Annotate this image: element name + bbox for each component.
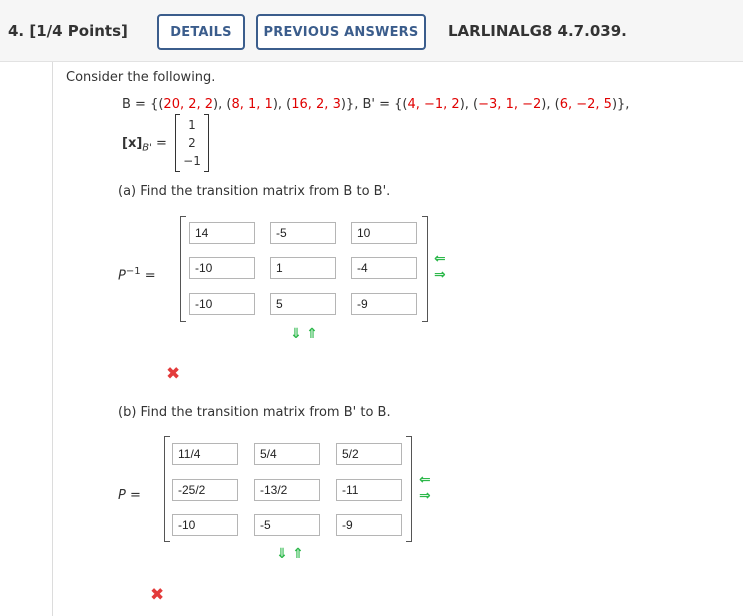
basis-b-vector-1: 20, 2, 2 <box>163 97 214 112</box>
matrix-a-cell-r3c2[interactable]: 5 <box>270 293 336 315</box>
matrix-b-cell-r3c2[interactable]: -5 <box>254 514 320 536</box>
matrix-a-cell-r3c1[interactable]: -10 <box>189 293 255 315</box>
matrix-b-cell-r1c1[interactable]: 11/4 <box>172 443 238 465</box>
p-label: P <box>118 268 126 284</box>
p-equals: = <box>140 268 156 284</box>
p-superscript: −1 <box>125 266 141 277</box>
separator: ), ( <box>272 97 292 112</box>
vector-entry: 1 <box>188 118 196 132</box>
matrix-b-cell-r1c3[interactable]: 5/2 <box>336 443 402 465</box>
separator: ), ( <box>213 97 232 112</box>
coordinate-vector-label <box>122 136 167 154</box>
remove-column-left-arrow-icon[interactable]: ⇐ <box>434 251 446 267</box>
matrix-a-bracket-left <box>180 216 186 322</box>
basis-b-label: B = {( <box>122 97 164 112</box>
separator: ), ( <box>459 97 479 112</box>
matrix-b-cell-r2c3[interactable]: -11 <box>336 479 402 501</box>
matrix-a-cell-r2c3[interactable]: -4 <box>351 257 417 279</box>
basis-b-vector-3: 16, 2, 3 <box>291 97 341 112</box>
p-label-b <box>118 488 141 503</box>
add-column-right-arrow-icon[interactable]: ⇒ <box>419 488 431 504</box>
vector-entry: −1 <box>183 154 201 168</box>
remove-row-up-arrow-icon[interactable]: ⇑ <box>306 326 318 342</box>
add-row-down-arrow-icon[interactable]: ⇓ <box>276 546 288 562</box>
coordinate-vector <box>175 114 209 172</box>
part-b-prompt: (b) Find the transition matrix from B' to B. <box>118 405 391 420</box>
part-a-prompt: (a) Find the transition matrix from B to B'. <box>118 184 391 199</box>
p-label: P = <box>118 488 141 503</box>
matrix-b-cell-r2c1[interactable]: -25/2 <box>172 479 238 501</box>
remove-column-left-arrow-icon[interactable]: ⇐ <box>419 472 431 488</box>
matrix-a-bracket-right <box>422 216 428 322</box>
basis-bprime-vector-1: 4, −1, 2 <box>407 97 460 112</box>
remove-row-up-arrow-icon[interactable]: ⇑ <box>292 546 304 562</box>
basis-bprime-vector-3: 6, −2, 5 <box>559 97 612 112</box>
incorrect-x-icon: ✖ <box>166 364 181 384</box>
add-column-right-arrow-icon[interactable]: ⇒ <box>434 267 446 283</box>
matrix-b-cell-r3c3[interactable]: -9 <box>336 514 402 536</box>
basis-bprime-label: )}, B' = {( <box>340 97 408 112</box>
x-equals: = <box>151 136 167 151</box>
question-label: 4. [1/4 Points] <box>8 22 128 40</box>
separator: )}, <box>611 97 630 112</box>
matrix-a-cell-r2c1[interactable]: -10 <box>189 257 255 279</box>
vector-entry: 2 <box>188 136 196 150</box>
intro-text: Consider the following. <box>66 70 216 85</box>
matrix-a-cell-r1c1[interactable]: 14 <box>189 222 255 244</box>
matrix-b-cell-r1c2[interactable]: 5/4 <box>254 443 320 465</box>
matrix-b-bracket-right <box>406 436 412 542</box>
matrix-a-cell-r2c2[interactable]: 1 <box>270 257 336 279</box>
question-header <box>0 0 743 62</box>
matrix-b-cell-r2c2[interactable]: -13/2 <box>254 479 320 501</box>
basis-bprime-vector-2: −3, 1, −2 <box>478 97 542 112</box>
matrix-a-cell-r1c3[interactable]: 10 <box>351 222 417 244</box>
x-subscript: B' <box>142 142 152 154</box>
x-label: [x] <box>122 136 143 151</box>
matrix-a-cell-r1c2[interactable]: -5 <box>270 222 336 244</box>
details-button[interactable]: DETAILS <box>157 14 245 50</box>
matrix-b-cell-r3c1[interactable]: -10 <box>172 514 238 536</box>
basis-b-vector-2: 8, 1, 1 <box>231 97 273 112</box>
incorrect-x-icon: ✖ <box>150 585 165 605</box>
previous-answers-button[interactable]: PREVIOUS ANSWERS <box>256 14 426 50</box>
matrix-b-bracket-left <box>164 436 170 542</box>
separator: ), ( <box>541 97 560 112</box>
problem-reference: LARLINALG8 4.7.039. <box>448 22 627 40</box>
basis-definition <box>122 97 629 112</box>
add-row-down-arrow-icon[interactable]: ⇓ <box>290 326 302 342</box>
p-inverse-label <box>118 266 156 283</box>
matrix-a-cell-r3c3[interactable]: -9 <box>351 293 417 315</box>
